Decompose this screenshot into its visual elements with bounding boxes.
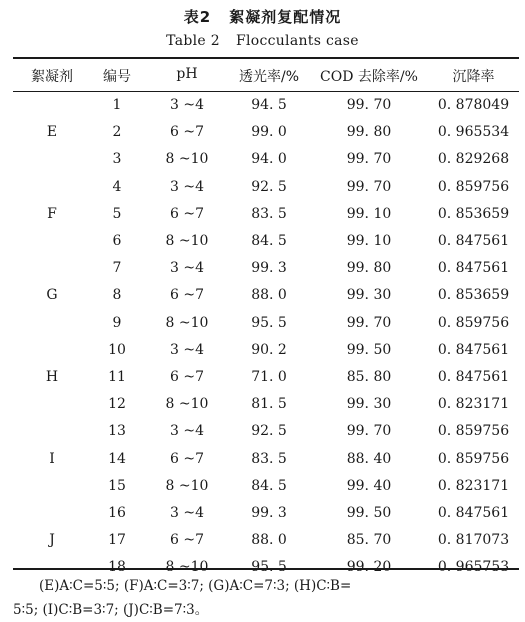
cell-number: 11 xyxy=(108,369,126,385)
group-name: F xyxy=(47,205,57,222)
cell-cod-removal: 99. 30 xyxy=(346,287,392,304)
cell-number: 13 xyxy=(108,423,126,440)
table-title-en xyxy=(0,33,525,49)
cell-cod-removal: 88. 40 xyxy=(346,450,392,467)
footnote-line-1: (E)A∶C=5∶5; (F)A∶C=3∶7; (G)A∶C=7∶3; (H)C∶B= xyxy=(39,578,352,594)
cell-transmittance: 88. 0 xyxy=(251,287,287,304)
group-name: G xyxy=(46,287,58,304)
header-ph: pH xyxy=(176,66,198,82)
cell-ph: 3 ~4 xyxy=(170,423,204,440)
cell-cod-removal: 99. 70 xyxy=(346,314,392,331)
cell-number: 16 xyxy=(108,505,126,521)
cell-settling-rate: 0. 847561 xyxy=(437,233,510,249)
table-top-rule xyxy=(13,57,519,59)
table-title-cn xyxy=(0,6,525,27)
cell-settling-rate: 0. 878049 xyxy=(437,97,510,113)
cell-ph: 3 ~4 xyxy=(170,97,204,113)
cell-settling-rate: 0. 829268 xyxy=(437,151,510,168)
cell-settling-rate: 0. 859756 xyxy=(437,423,510,440)
header-flocculant: 絮凝剂 xyxy=(31,69,73,85)
cell-cod-removal: 99. 50 xyxy=(346,505,392,521)
cell-ph: 8 ~10 xyxy=(165,396,209,413)
cell-number: 7 xyxy=(112,260,122,277)
cell-settling-rate: 0. 847561 xyxy=(437,505,510,521)
cell-ph: 8 ~10 xyxy=(165,151,209,168)
cell-settling-rate: 0. 859756 xyxy=(437,314,510,331)
cell-transmittance: 81. 5 xyxy=(251,396,287,413)
cell-transmittance: 84. 5 xyxy=(251,477,287,494)
cell-transmittance: 84. 5 xyxy=(251,233,287,249)
cell-number: 15 xyxy=(108,477,126,494)
cell-ph: 6 ~7 xyxy=(170,287,204,304)
cell-transmittance: 92. 5 xyxy=(251,178,287,195)
cell-transmittance: 94. 0 xyxy=(251,151,287,168)
cell-number: 8 xyxy=(112,287,122,304)
cell-transmittance: 99. 0 xyxy=(251,124,287,141)
cell-settling-rate: 0. 847561 xyxy=(437,260,510,277)
cell-cod-removal: 99. 70 xyxy=(346,423,392,440)
group-name: E xyxy=(46,124,58,141)
cell-settling-rate: 0. 847561 xyxy=(437,341,510,358)
cell-settling-rate: 0. 853659 xyxy=(437,287,510,304)
cell-number: 4 xyxy=(112,178,122,195)
cell-transmittance: 83. 5 xyxy=(251,450,287,467)
cell-number: 17 xyxy=(108,532,126,549)
cell-ph: 8 ~10 xyxy=(165,233,209,249)
cell-cod-removal: 99. 70 xyxy=(346,178,392,195)
group-name: J xyxy=(49,532,55,549)
cell-number: 10 xyxy=(108,341,126,358)
header-number: 编号 xyxy=(103,69,131,85)
cell-cod-removal: 99. 80 xyxy=(346,260,392,277)
header-transmittance: 透光率/% xyxy=(238,69,300,85)
cell-transmittance: 90. 2 xyxy=(251,341,287,358)
cell-settling-rate: 0. 823171 xyxy=(437,396,510,413)
table-footnote xyxy=(13,574,519,622)
cell-number: 12 xyxy=(108,396,126,413)
cell-cod-removal: 85. 80 xyxy=(346,369,392,385)
cell-settling-rate: 0. 817073 xyxy=(437,532,510,549)
table-title-cn-text: 絮凝剂复配情况 xyxy=(229,8,342,26)
cell-ph: 3 ~4 xyxy=(170,341,204,358)
cell-cod-removal: 99. 70 xyxy=(346,151,392,168)
header-settling-rate: 沉降率 xyxy=(452,69,495,85)
table-label-en: Table 2 xyxy=(166,33,220,49)
cell-cod-removal: 99. 30 xyxy=(346,396,392,413)
cell-cod-removal: 99. 80 xyxy=(346,124,392,141)
cell-cod-removal: 85. 70 xyxy=(346,532,392,549)
cell-transmittance: 99. 3 xyxy=(251,260,287,277)
cell-number: 14 xyxy=(108,450,126,467)
group-name: H xyxy=(45,369,59,385)
cell-settling-rate: 0. 859756 xyxy=(437,178,510,195)
cell-settling-rate: 0. 853659 xyxy=(437,205,510,222)
cell-number: 6 xyxy=(112,233,122,249)
cell-ph: 6 ~7 xyxy=(170,450,204,467)
cell-transmittance: 88. 0 xyxy=(251,532,287,549)
table-header-rule xyxy=(13,91,519,92)
cell-ph: 8 ~10 xyxy=(165,314,209,331)
cell-cod-removal: 99. 40 xyxy=(346,477,392,494)
cell-ph: 6 ~7 xyxy=(170,369,204,385)
cell-ph: 3 ~4 xyxy=(170,178,204,195)
cell-transmittance: 83. 5 xyxy=(251,205,287,222)
cell-cod-removal: 99. 50 xyxy=(346,341,392,358)
table-bottom-rule xyxy=(13,568,519,570)
cell-number: 2 xyxy=(112,124,122,141)
group-name: I xyxy=(49,450,55,467)
cell-number: 9 xyxy=(112,314,122,331)
table-title-en-text: Flocculants case xyxy=(235,33,359,49)
cell-transmittance: 99. 3 xyxy=(251,505,287,521)
cell-transmittance: 94. 5 xyxy=(251,97,287,113)
cell-number: 3 xyxy=(112,151,122,168)
cell-transmittance: 92. 5 xyxy=(251,423,287,440)
cell-number: 1 xyxy=(112,97,122,113)
cell-settling-rate: 0. 823171 xyxy=(437,477,510,494)
cell-settling-rate: 0. 847561 xyxy=(437,369,510,385)
table-label-cn: 表2 xyxy=(183,8,212,26)
cell-ph: 6 ~7 xyxy=(170,205,204,222)
cell-settling-rate: 0. 965534 xyxy=(437,124,510,141)
cell-ph: 8 ~10 xyxy=(165,477,209,494)
cell-ph: 6 ~7 xyxy=(170,532,204,549)
cell-cod-removal: 99. 10 xyxy=(346,205,392,222)
cell-ph: 3 ~4 xyxy=(170,505,204,521)
cell-ph: 6 ~7 xyxy=(170,124,204,141)
table-header xyxy=(0,62,525,88)
cell-cod-removal: 99. 10 xyxy=(346,233,392,249)
header-cod-removal: COD 去除率/% xyxy=(320,69,418,85)
cell-settling-rate: 0. 859756 xyxy=(437,450,510,467)
cell-transmittance: 95. 5 xyxy=(251,314,287,331)
footnote-line-2: 5∶5; (I)C∶B=3∶7; (J)C∶B=7∶3。 xyxy=(13,602,209,618)
cell-number: 5 xyxy=(112,205,122,222)
cell-ph: 3 ~4 xyxy=(170,260,204,277)
cell-cod-removal: 99. 70 xyxy=(346,97,392,113)
cell-transmittance: 71. 0 xyxy=(251,369,287,385)
